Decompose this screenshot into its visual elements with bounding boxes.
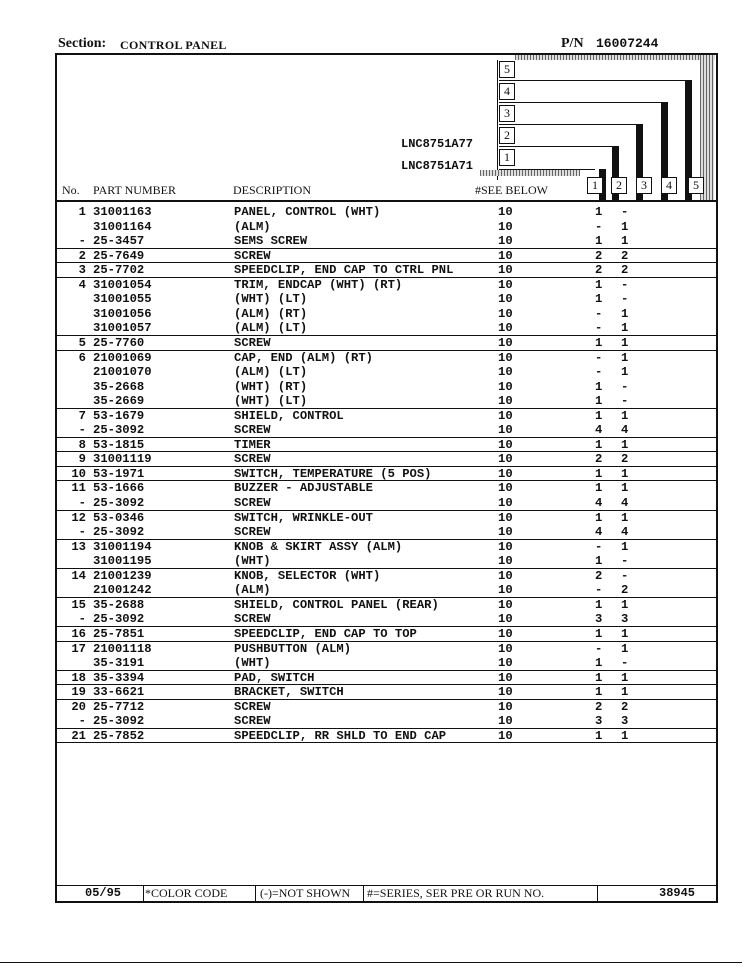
qty-col-2: 1 — [621, 321, 629, 336]
item-number: 17 — [71, 641, 86, 656]
qty-col-1: 1 — [595, 205, 603, 219]
key-box-2: 2 — [499, 127, 515, 144]
see-below: 10 — [498, 335, 513, 350]
description: SWITCH, TEMPERATURE (5 POS) — [234, 466, 432, 481]
description: SPEEDCLIP, END CAP TO CTRL PNL — [234, 263, 454, 278]
qty-col-1: 4 — [595, 423, 603, 438]
qty-col-1: 1 — [595, 670, 603, 685]
item-number: - — [78, 714, 86, 729]
qty-col-2: 1 — [621, 728, 629, 743]
qty-col-1: 1 — [595, 554, 603, 569]
qty-col-2: - — [621, 394, 629, 409]
item-number: 12 — [71, 510, 86, 525]
qty-col-1: - — [595, 306, 603, 321]
header-rule — [56, 200, 716, 202]
item-number: - — [78, 234, 86, 249]
see-below: 10 — [498, 321, 513, 336]
key-line-2 — [499, 146, 618, 147]
see-below: 10 — [498, 685, 513, 700]
description: BRACKET, SWITCH — [234, 685, 344, 700]
item-number: - — [78, 612, 86, 627]
group-rule — [56, 510, 716, 511]
qty-col-1: 4 — [595, 525, 603, 540]
col-header-4: 4 — [661, 177, 677, 194]
see-below: 10 — [498, 408, 513, 423]
footer-date: 05/95 — [85, 886, 122, 900]
see-below: 10 — [498, 597, 513, 612]
description: (WHT) (LT) — [234, 292, 308, 307]
part-number: 25-7712 — [93, 699, 145, 714]
part-number: 35-3394 — [93, 670, 145, 685]
qty-col-2: 1 — [621, 641, 629, 656]
qty-col-1: - — [595, 539, 603, 554]
description: SPEEDCLIP, END CAP TO TOP — [234, 626, 417, 641]
see-below: 10 — [498, 234, 513, 249]
description: SCREW — [234, 335, 271, 350]
item-number: 4 — [78, 277, 86, 292]
qty-col-1: 1 — [595, 379, 603, 394]
description: SCREW — [234, 248, 271, 263]
qty-col-2: - — [621, 568, 629, 583]
qty-col-1: 3 — [595, 714, 603, 729]
qty-col-1: 1 — [595, 685, 603, 700]
part-number: 21001239 — [93, 568, 152, 583]
item-number: 13 — [71, 539, 86, 554]
footer-series: #=SERIES, SER PRE OR RUN NO. — [367, 886, 545, 900]
see-below: 10 — [498, 350, 513, 365]
part-number: 31001194 — [93, 539, 152, 554]
description: TIMER — [234, 437, 271, 452]
qty-col-1: 1 — [595, 292, 603, 307]
qty-col-2: 4 — [621, 496, 629, 510]
part-number: 31001055 — [93, 292, 152, 307]
qty-col-2: 1 — [621, 670, 629, 685]
qty-col-2: 3 — [621, 714, 629, 729]
group-rule — [56, 480, 716, 481]
see-below: 10 — [498, 539, 513, 554]
header-description: DESCRIPTION — [233, 183, 312, 197]
part-number-label: P/N — [561, 36, 584, 51]
qty-col-1: - — [595, 219, 603, 234]
part-number: 53-1971 — [93, 466, 145, 481]
description: (WHT) (LT) — [234, 394, 308, 409]
qty-col-2: 1 — [621, 597, 629, 612]
see-below: 10 — [498, 437, 513, 452]
part-number: 25-3092 — [93, 525, 145, 540]
see-below: 10 — [498, 670, 513, 685]
item-number: 10 — [71, 466, 86, 481]
group-rule — [56, 742, 716, 743]
see-below: 10 — [498, 219, 513, 234]
key-box-4: 4 — [499, 83, 515, 100]
qty-col-1: 1 — [595, 656, 603, 671]
key-box-5: 5 — [499, 61, 515, 78]
qty-col-2: 1 — [621, 539, 629, 554]
see-below: 10 — [498, 277, 513, 292]
part-number: 35-3191 — [93, 656, 145, 671]
see-below: 10 — [498, 379, 513, 394]
item-number: 16 — [71, 626, 86, 641]
see-below: 10 — [498, 466, 513, 481]
qty-col-2: 1 — [621, 466, 629, 481]
item-number: 21 — [71, 728, 86, 743]
description: (ALM) — [234, 219, 271, 234]
key-line-3 — [499, 124, 642, 125]
qty-col-1: 1 — [595, 466, 603, 481]
item-number: - — [78, 423, 86, 438]
qty-col-2: 1 — [621, 365, 629, 380]
footer-not-shown: (-)=NOT SHOWN — [260, 886, 351, 900]
qty-col-1: 2 — [595, 248, 603, 263]
qty-col-2: 1 — [621, 219, 629, 234]
part-number: 25-3092 — [93, 496, 145, 510]
col-header-5: 5 — [688, 177, 704, 194]
group-rule — [56, 248, 716, 249]
key-line-4 — [499, 102, 667, 103]
item-number: 8 — [78, 437, 86, 452]
part-number: 25-7649 — [93, 248, 145, 263]
description: (ALM) (LT) — [234, 321, 308, 336]
qty-col-1: - — [595, 321, 603, 336]
scan-texture — [515, 55, 715, 60]
col-header-3: 3 — [636, 177, 652, 194]
col-header-2: 2 — [611, 177, 627, 194]
see-below: 10 — [498, 714, 513, 729]
description: SCREW — [234, 452, 271, 467]
qty-col-1: 4 — [595, 496, 603, 510]
qty-col-1: 2 — [595, 699, 603, 714]
description: SCREW — [234, 423, 271, 438]
qty-col-1: 1 — [595, 510, 603, 525]
description: SPEEDCLIP, RR SHLD TO END CAP — [234, 728, 447, 743]
see-below: 10 — [498, 699, 513, 714]
qty-col-2: - — [621, 292, 629, 307]
part-number: 21001118 — [93, 641, 152, 656]
qty-col-2: - — [621, 554, 629, 569]
footer — [55, 885, 718, 903]
item-number: 11 — [71, 481, 86, 496]
section-label: Section: — [58, 36, 107, 51]
header-no: No. — [62, 183, 80, 197]
qty-col-2: 1 — [621, 306, 629, 321]
description: KNOB & SKIRT ASSY (ALM) — [234, 539, 403, 554]
see-below: 10 — [498, 554, 513, 569]
group-rule — [56, 699, 716, 700]
qty-col-1: 1 — [595, 728, 603, 743]
key-left-rule — [497, 60, 498, 180]
part-number-value: 16007244 — [596, 36, 659, 51]
qty-col-2: 2 — [621, 248, 629, 263]
footer-page-id: 38945 — [659, 886, 696, 900]
part-number: 31001164 — [93, 219, 152, 234]
qty-col-2: 1 — [621, 234, 629, 249]
part-number: 25-7760 — [93, 335, 145, 350]
qty-col-2: 3 — [621, 612, 629, 627]
qty-col-2: 4 — [621, 423, 629, 438]
description: PUSHBUTTON (ALM) — [234, 641, 352, 656]
description: (WHT) — [234, 554, 271, 569]
group-rule — [56, 451, 716, 452]
description: PANEL, CONTROL (WHT) — [234, 205, 381, 219]
key-box-1: 1 — [499, 149, 515, 166]
qty-col-1: 3 — [595, 612, 603, 627]
see-below: 10 — [498, 481, 513, 496]
model-code-a71: LNC8751A71 — [401, 159, 474, 173]
part-number: 35-2688 — [93, 597, 145, 612]
part-number: 25-7851 — [93, 626, 145, 641]
part-number: 31001056 — [93, 306, 152, 321]
qty-col-2: 2 — [621, 583, 629, 598]
description: TRIM, ENDCAP (WHT) (RT) — [234, 277, 403, 292]
description: BUZZER - ADJUSTABLE — [234, 481, 373, 496]
item-number: - — [78, 525, 86, 540]
item-number: 9 — [78, 452, 86, 467]
see-below: 10 — [498, 525, 513, 540]
qty-col-2: 1 — [621, 335, 629, 350]
part-number: 21001069 — [93, 350, 152, 365]
group-rule — [56, 670, 716, 671]
qty-col-1: 1 — [595, 408, 603, 423]
part-number: 31001054 — [93, 277, 152, 292]
qty-col-2: 2 — [621, 263, 629, 278]
item-number: 18 — [71, 670, 86, 685]
qty-col-1: 2 — [595, 263, 603, 278]
qty-col-2: 1 — [621, 626, 629, 641]
description: (WHT) (RT) — [234, 379, 308, 394]
qty-col-2: 4 — [621, 525, 629, 540]
see-below: 10 — [498, 568, 513, 583]
qty-col-2: 1 — [621, 685, 629, 700]
part-number: 35-2668 — [93, 379, 145, 394]
qty-col-1: - — [595, 365, 603, 380]
qty-col-1: 1 — [595, 234, 603, 249]
qty-col-1: 1 — [595, 626, 603, 641]
part-number: 53-1679 — [93, 408, 145, 423]
description: SWITCH, WRINKLE-OUT — [234, 510, 373, 525]
qty-col-1: 1 — [595, 394, 603, 409]
description: SCREW — [234, 699, 271, 714]
item-number: 6 — [78, 350, 86, 365]
item-number: 3 — [78, 263, 86, 278]
part-number: 53-1815 — [93, 437, 145, 452]
section-value: CONTROL PANEL — [120, 38, 227, 52]
description: SCREW — [234, 714, 271, 729]
qty-col-2: - — [621, 277, 629, 292]
qty-col-2: 2 — [621, 452, 629, 467]
footer-divider — [363, 885, 364, 903]
see-below: 10 — [498, 306, 513, 321]
item-number: 20 — [71, 699, 86, 714]
col-header-1: 1 — [587, 177, 603, 194]
item-number: - — [78, 496, 86, 510]
see-below: 10 — [498, 510, 513, 525]
description: SHIELD, CONTROL PANEL (REAR) — [234, 597, 439, 612]
see-below: 10 — [498, 728, 513, 743]
description: SEMS SCREW — [234, 234, 308, 249]
qty-col-2: - — [621, 656, 629, 671]
part-number: 31001119 — [93, 452, 152, 467]
group-rule — [56, 437, 716, 438]
see-below: 10 — [498, 641, 513, 656]
model-code-a77: LNC8751A77 — [401, 137, 474, 151]
qty-col-2: - — [621, 379, 629, 394]
description: SCREW — [234, 525, 271, 540]
see-below: 10 — [498, 365, 513, 380]
group-rule — [56, 350, 716, 351]
description: PAD, SWITCH — [234, 670, 315, 685]
description: (WHT) — [234, 656, 271, 671]
description: (ALM) — [234, 583, 271, 598]
footer-color-code: *COLOR CODE — [145, 886, 228, 900]
qty-col-2: 1 — [621, 408, 629, 423]
description: (ALM) (LT) — [234, 365, 308, 380]
qty-col-2: 1 — [621, 481, 629, 496]
footer-divider — [255, 885, 256, 903]
group-rule — [56, 684, 716, 685]
see-below: 10 — [498, 205, 513, 219]
qty-col-1: - — [595, 350, 603, 365]
key-line-5 — [499, 80, 689, 81]
qty-col-2: 1 — [621, 437, 629, 452]
qty-col-1: - — [595, 641, 603, 656]
qty-col-1: 2 — [595, 568, 603, 583]
scan-texture — [480, 170, 580, 176]
description: SCREW — [234, 612, 271, 627]
item-number: 14 — [71, 568, 86, 583]
part-number: 31001057 — [93, 321, 152, 336]
see-below: 10 — [498, 583, 513, 598]
item-number: 1 — [78, 205, 86, 219]
see-below: 10 — [498, 423, 513, 438]
see-below: 10 — [498, 626, 513, 641]
see-below: 10 — [498, 656, 513, 671]
part-number: 53-0346 — [93, 510, 145, 525]
group-rule — [56, 641, 716, 642]
see-below: 10 — [498, 248, 513, 263]
qty-col-2: 1 — [621, 510, 629, 525]
group-rule — [56, 335, 716, 336]
part-number: 25-7852 — [93, 728, 145, 743]
qty-col-1: - — [595, 583, 603, 598]
see-below: 10 — [498, 292, 513, 307]
description: SCREW — [234, 496, 271, 510]
group-rule — [56, 568, 716, 569]
group-rule — [56, 408, 716, 409]
footer-divider — [597, 885, 598, 903]
description: KNOB, SELECTOR (WHT) — [234, 568, 381, 583]
header-part-number: PART NUMBER — [93, 183, 176, 197]
part-number: 21001242 — [93, 583, 152, 598]
see-below: 10 — [498, 452, 513, 467]
qty-col-1: 1 — [595, 437, 603, 452]
footer-divider — [143, 885, 144, 903]
part-number: 33-6621 — [93, 685, 145, 700]
part-number: 25-3092 — [93, 714, 145, 729]
part-number: 31001195 — [93, 554, 152, 569]
part-number: 25-3092 — [93, 423, 145, 438]
item-number: 2 — [78, 248, 86, 263]
qty-col-2: 2 — [621, 699, 629, 714]
qty-col-2: - — [621, 205, 629, 219]
item-number: 19 — [71, 685, 86, 700]
description: CAP, END (ALM) (RT) — [234, 350, 373, 365]
qty-col-1: 1 — [595, 481, 603, 496]
description: SHIELD, CONTROL — [234, 408, 344, 423]
part-number: 31001163 — [93, 205, 152, 219]
part-number: 35-2669 — [93, 394, 145, 409]
part-number: 25-3092 — [93, 612, 145, 627]
qty-col-1: 1 — [595, 335, 603, 350]
qty-col-1: 1 — [595, 597, 603, 612]
qty-col-2: 1 — [621, 350, 629, 365]
key-box-3: 3 — [499, 105, 515, 122]
header-see-below: #SEE BELOW — [475, 183, 548, 197]
description: (ALM) (RT) — [234, 306, 308, 321]
see-below: 10 — [498, 496, 513, 510]
page-bottom-rule — [0, 962, 742, 963]
qty-col-1: 2 — [595, 452, 603, 467]
see-below: 10 — [498, 612, 513, 627]
item-number: 15 — [71, 597, 86, 612]
item-number: 5 — [78, 335, 86, 350]
part-number: 21001070 — [93, 365, 152, 380]
see-below: 10 — [498, 263, 513, 278]
item-number: 7 — [78, 408, 86, 423]
qty-col-1: 1 — [595, 277, 603, 292]
see-below: 10 — [498, 394, 513, 409]
part-number: 25-3457 — [93, 234, 145, 249]
part-number: 25-7702 — [93, 263, 145, 278]
part-number: 53-1666 — [93, 481, 145, 496]
